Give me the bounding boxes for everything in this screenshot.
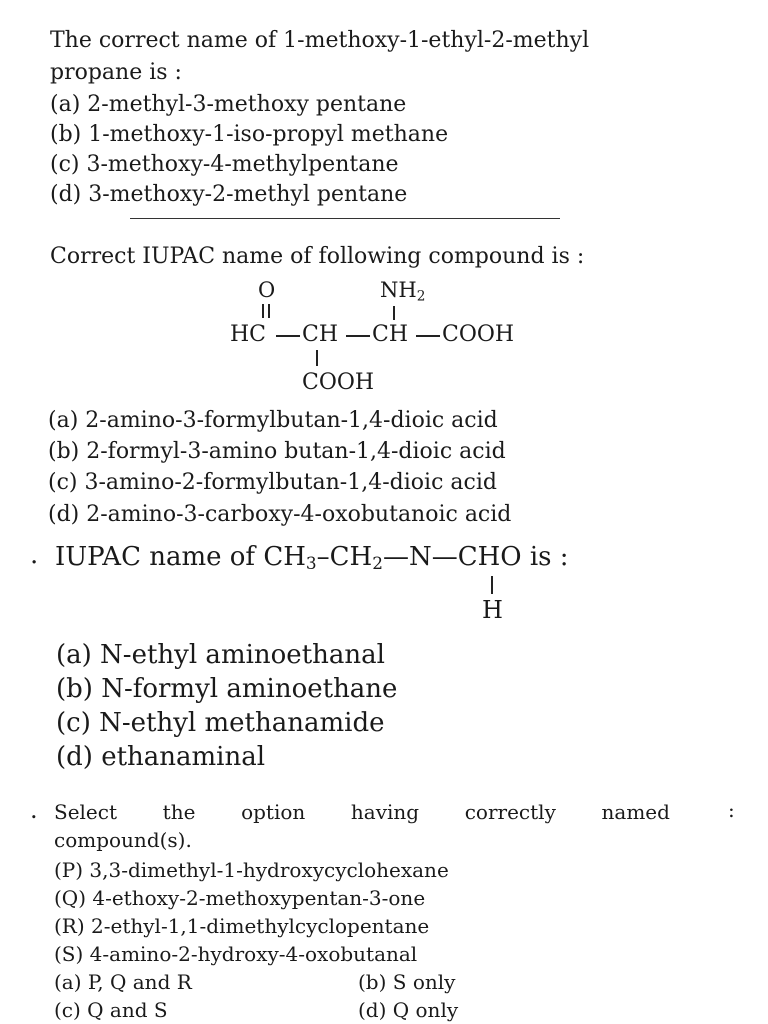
- double-bond-left: [262, 304, 264, 318]
- q4-statement-p: (P) 3,3-dimethyl-1-hydroxycyclohexane: [54, 858, 449, 882]
- q3-option-b[interactable]: (b) N-formyl aminoethane: [56, 674, 398, 704]
- bond-ch-ch: [346, 335, 370, 337]
- q2-stem: Correct IUPAC name of following compound is :: [50, 244, 585, 269]
- q4-bullet: .: [30, 796, 38, 824]
- q1-option-c[interactable]: (c) 3-methoxy-4-methylpentane: [50, 152, 399, 177]
- q2-option-c[interactable]: (c) 3-amino-2-formylbutan-1,4-dioic acid: [48, 470, 497, 495]
- cooh-right: COOH: [442, 322, 515, 347]
- amino-group: $NH_2$: [380, 278, 426, 305]
- q4-statement-q: (Q) 4-ethoxy-2-methoxypentan-3-one: [54, 886, 426, 910]
- q3-option-c[interactable]: (c) N-ethyl methanamide: [56, 708, 385, 738]
- amino-bond: [393, 306, 395, 320]
- hc-group: HC: [230, 322, 267, 347]
- q3-option-a[interactable]: (a) N-ethyl aminoethanal: [56, 640, 385, 670]
- q1-option-a[interactable]: (a) 2-methyl-3-methoxy pentane: [50, 92, 407, 117]
- q4-option-b[interactable]: (b) S only: [358, 970, 456, 994]
- q1-stem-line2: propane is :: [50, 60, 182, 85]
- q2-option-a[interactable]: (a) 2-amino-3-formylbutan-1,4-dioic acid: [48, 408, 498, 433]
- q1-option-b[interactable]: (b) 1-methoxy-1-iso-propyl methane: [50, 122, 449, 147]
- q4-statement-r: (R) 2-ethyl-1,1-dimethylcyclopentane: [54, 914, 430, 938]
- hydrogen-atom: H: [482, 596, 503, 624]
- q3-stem: IUPAC name of $CH_3-CH_2—N—CHO$ is :: [55, 542, 569, 574]
- double-bond-right: [268, 304, 270, 318]
- oxygen-atom: O: [258, 278, 276, 302]
- edge-mark: :: [728, 798, 735, 822]
- cooh-bond: [316, 350, 318, 366]
- q4-option-d[interactable]: (d) Q only: [358, 998, 459, 1022]
- q3-option-d[interactable]: (d) ethanaminal: [56, 742, 266, 772]
- ch-group-1: CH: [302, 322, 339, 347]
- bond-hc-ch: [276, 335, 300, 337]
- q2-option-d[interactable]: (d) 2-amino-3-carboxy-4-oxobutanoic acid: [48, 502, 512, 527]
- q4-statement-s: (S) 4-amino-2-hydroxy-4-oxobutanal: [54, 942, 418, 966]
- q1-option-d[interactable]: (d) 3-methoxy-2-methyl pentane: [50, 182, 408, 207]
- q4-stem-line2: compound(s).: [54, 828, 192, 852]
- q3-bullet: .: [30, 540, 39, 570]
- section-divider: [130, 218, 560, 219]
- q2-option-b[interactable]: (b) 2-formyl-3-amino butan-1,4-dioic acid: [48, 439, 506, 464]
- cooh-bottom: COOH: [302, 370, 375, 395]
- q4-stem-line1: Select the option having correctly named: [54, 800, 670, 824]
- bond-ch-cooh: [416, 335, 440, 337]
- q4-option-a[interactable]: (a) P, Q and R: [54, 970, 192, 994]
- nh-bond: [491, 576, 493, 594]
- q1-stem-line1: The correct name of 1-methoxy-1-ethyl-2-methyl: [50, 28, 590, 53]
- q4-option-c[interactable]: (c) Q and S: [54, 998, 168, 1022]
- ch-group-2: CH: [372, 322, 409, 347]
